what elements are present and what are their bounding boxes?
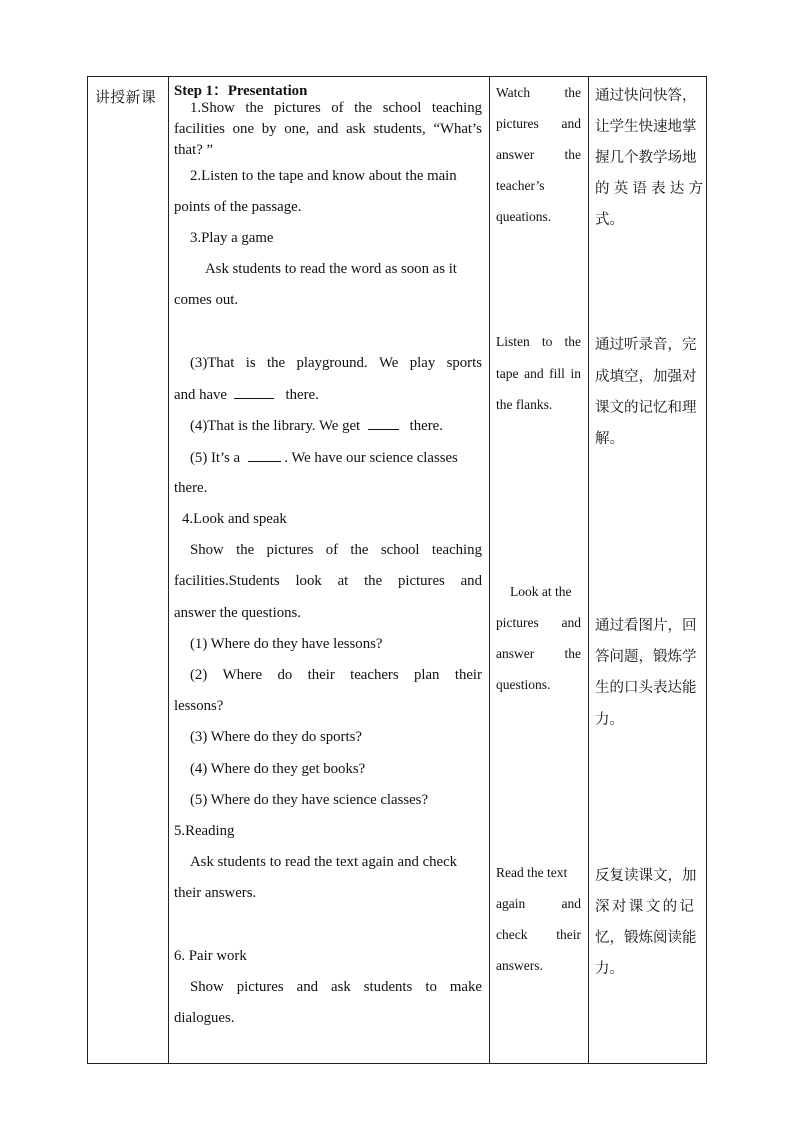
fill-blank-5-line-1: (5) It’s a . We have our science classes bbox=[190, 450, 458, 466]
purpose-3-line-1: 通过看图片，回 bbox=[595, 618, 697, 634]
student-3-line-2: pictures and bbox=[496, 615, 581, 630]
activity-1-line-3: that? ” bbox=[174, 142, 214, 158]
student-1-line-3: answer the bbox=[496, 147, 581, 162]
question-2-line-1: (2) Where do their teachers plan their bbox=[190, 667, 482, 683]
purpose-4-line-3: 忆，锻炼阅读能 bbox=[595, 930, 697, 946]
section-label: 讲授新课 bbox=[95, 89, 157, 106]
question-2-line-2: lessons? bbox=[174, 698, 224, 714]
student-1-line-2: pictures and bbox=[496, 116, 581, 131]
student-2-line-1: Listen to the bbox=[496, 334, 581, 349]
student-4-line-4: answers. bbox=[496, 958, 543, 973]
activity-5-line-2: their answers. bbox=[174, 885, 257, 901]
activity-1-line-2: facilities one by one, and ask students, “What’s bbox=[174, 121, 482, 137]
purpose-2-line-4: 解。 bbox=[595, 431, 624, 447]
student-1-line-1: Watch the bbox=[496, 85, 581, 100]
student-1-line-5: queations. bbox=[496, 209, 552, 224]
lesson-plan-table bbox=[87, 76, 707, 1064]
activity-2-line-2: points of the passage. bbox=[174, 199, 302, 215]
purpose-4-line-1: 反复读课文，加 bbox=[595, 868, 697, 884]
fill-blank-5-line-2: there. bbox=[174, 480, 208, 496]
student-3-line-3: answer the bbox=[496, 646, 581, 661]
fill-blank-4: (4)That is the library. We get there. bbox=[190, 418, 443, 434]
student-3-line-4: questions. bbox=[496, 677, 551, 692]
student-4-line-1: Read the text bbox=[496, 865, 568, 880]
purpose-2-line-3: 课文的记忆和理 bbox=[595, 400, 697, 416]
column-divider bbox=[489, 77, 490, 1063]
step-title: Step 1：Presentation bbox=[174, 83, 308, 99]
activity-6-line-1: Show pictures and ask students to make bbox=[190, 979, 482, 995]
activity-5-title: 5.Reading bbox=[174, 823, 235, 839]
student-2-line-2: tape and fill in bbox=[496, 366, 581, 381]
activity-2-line-1: 2.Listen to the tape and know about the main bbox=[190, 168, 457, 184]
purpose-1-line-3: 握几个教学场地 bbox=[595, 150, 697, 166]
purpose-1-line-1: 通过快问快答， bbox=[595, 88, 697, 104]
answer-blank bbox=[248, 449, 281, 462]
activity-3-line-2: comes out. bbox=[174, 292, 239, 308]
activity-6-title: 6. Pair work bbox=[174, 948, 247, 964]
question-5: (5) Where do they have science classes? bbox=[190, 792, 429, 808]
student-3-line-1: Look at the bbox=[510, 584, 572, 599]
activity-4-line-3: answer the questions. bbox=[174, 605, 301, 621]
question-3: (3) Where do they do sports? bbox=[190, 729, 362, 745]
student-4-line-3: check their bbox=[496, 927, 581, 942]
answer-blank bbox=[368, 417, 399, 430]
activity-4-line-1: Show the pictures of the school teaching bbox=[190, 542, 482, 558]
purpose-3-line-2: 答问题，锻炼学 bbox=[595, 649, 697, 665]
activity-6-line-2: dialogues. bbox=[174, 1010, 235, 1026]
purpose-1-line-5: 式。 bbox=[595, 212, 624, 228]
activity-4-title: 4.Look and speak bbox=[182, 511, 287, 527]
fill-blank-3-line-2: and have there. bbox=[174, 387, 319, 403]
column-divider bbox=[588, 77, 589, 1063]
purpose-3-line-3: 生的口头表达能 bbox=[595, 680, 697, 696]
column-divider bbox=[168, 77, 169, 1063]
student-1-line-4: teacher’s bbox=[496, 178, 545, 193]
activity-3-title: 3.Play a game bbox=[190, 230, 274, 246]
question-4: (4) Where do they get books? bbox=[190, 761, 366, 777]
purpose-1-line-4: 的英语表达方 bbox=[595, 181, 708, 197]
purpose-2-line-2: 成填空，加强对 bbox=[595, 369, 697, 385]
purpose-4-line-4: 力。 bbox=[595, 961, 624, 977]
purpose-3-line-4: 力。 bbox=[595, 712, 624, 728]
activity-3-line-1: Ask students to read the word as soon as it bbox=[205, 261, 457, 277]
student-4-line-2: again and bbox=[496, 896, 581, 911]
purpose-1-line-2: 让学生快速地掌 bbox=[595, 119, 697, 135]
answer-blank bbox=[234, 386, 274, 399]
activity-4-line-2: facilities.Students look at the pictures and bbox=[174, 573, 482, 589]
purpose-4-line-2: 深对课文的记 bbox=[595, 899, 697, 915]
question-1: (1) Where do they have lessons? bbox=[190, 636, 383, 652]
student-2-line-3: the flanks. bbox=[496, 397, 553, 412]
activity-1-line-1: 1.Show the pictures of the school teaching bbox=[190, 100, 482, 116]
purpose-2-line-1: 通过听录音，完 bbox=[595, 337, 697, 353]
fill-blank-3-line-1: (3)That is the playground. We play sports bbox=[190, 355, 482, 371]
activity-5-line-1: Ask students to read the text again and check bbox=[190, 854, 458, 870]
